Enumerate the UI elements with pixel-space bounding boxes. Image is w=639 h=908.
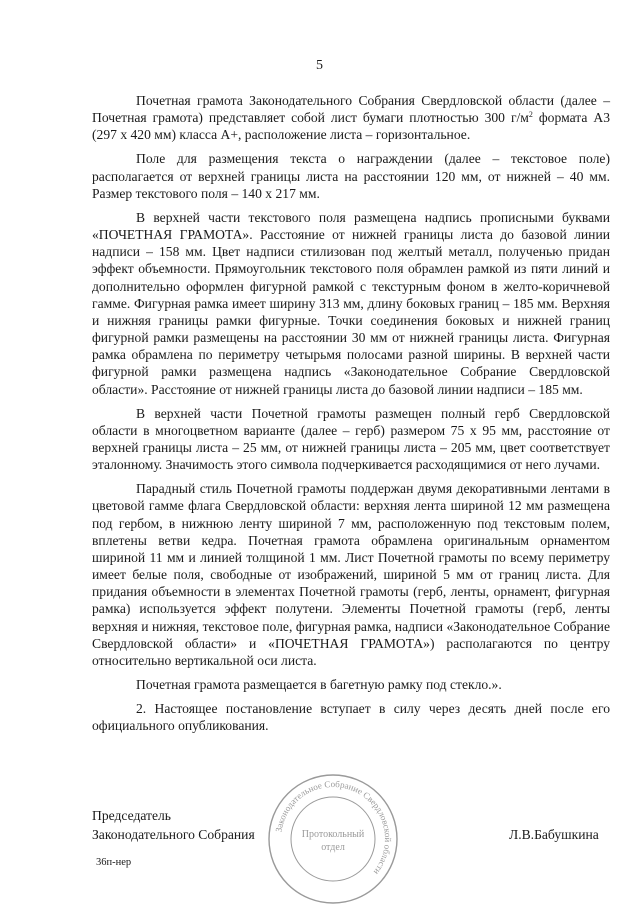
paragraph-text-field: Поле для размещения текста о награждении (далее – текстовое поле) располагается от верхней границы листа на расстоянии 120 мм, от нижней – 40 мм. Размер текстового поля – 140 х 217 мм. <box>92 151 610 201</box>
paragraph-ribbons-ornament: Парадный стиль Почетной грамоты поддержан двумя декоративными лентами в цветовой гамме флага Свердловской области: верхняя лента шириной 12 мм размещена под гербом, в нижнюю ленту шириной 7 мм, расположенную под текстовым полем, вплетены ветви кедра. Почетная грамота обрамлена оригинальным орнаментом шириной 11 мм и линией толщиной 1 мм. Лист Почетной грамоты по всему периметру имеет белые поля, свободные от изображений, шириной 5 мм от границ листа. Для придания объемности в элементах Почетной грамоты (герб, ленты, орнамент, фигурная рамка) используется эффект полутени. Элементы Почетной грамоты (герб, ленты верхняя и нижняя, текстовое поле, фигурная рамка, надписи «Законодательное Собрание Свердловской области» и «ПОЧЕТНАЯ ГРАМОТА») располагаются по центру относительно вертикальной оси листа. <box>92 481 610 668</box>
paragraph-paper-format-text: Почетная грамота Законодательного Собрания Свердловской области (далее – Почетная грамота) представляет собой лист бумаги плотностью 300 г/м <box>92 93 610 126</box>
paragraph-paper-format <box>92 92 610 143</box>
signature-title-line-1: Председатель <box>92 808 171 823</box>
paragraph-coat-of-arms: В верхней части Почетной грамоты размещен полный герб Свердловской области в многоцветном варианте (далее – герб) размером 75 х 95 мм, расстояние от верхней границы листа – 25 мм, от нижней границы листа – 205 мм, цвет соответствует эталонному. Значимость этого символа подчеркивается расходящимися от него лучами. <box>92 405 610 473</box>
signature-title <box>92 806 255 844</box>
signature-name: Л.В.Бабушкина <box>509 827 599 842</box>
signature-title-line-2: Законодательного Собрания <box>92 827 255 842</box>
protocol-department-stamp <box>264 770 402 908</box>
paragraph-baguette-frame: Почетная грамота размещается в багетную рамку под стекло.». <box>136 677 502 692</box>
document-code: 36п-нер <box>96 857 132 868</box>
superscript-two: 2 <box>528 110 533 120</box>
stamp-center-line-2: отдел <box>321 842 345 853</box>
page-number: 5 <box>316 58 323 73</box>
document-body <box>92 92 610 741</box>
stamp-center-line-1: Протокольный <box>301 829 365 840</box>
paragraph-heading-frame: В верхней части текстового поля размещена надпись прописными буквами «ПОЧЕТНАЯ ГРАМОТА». Расстояние от нижней границы листа до базовой линии надписи – 158 мм. Цвет надписи стилизован под желтый металл, полученью придан эффект объемности. Прямоугольник текстового поля обрамлен рамкой из пяти линий и дополнительно оформлен фигурной рамкой с текстурным фоном в желто-коричневой гамме. Фигурная рамка имеет ширину 313 мм, длину боковых границ – 185 мм. Верхняя и нижняя границы рамки фигурные. Точки соединения боковых и нижней границ фигурной рамки размещены на расстоянии 30 мм от нижней границы листа. Фигурная рамка обрамлена по периметру четырьмя полосами разной ширины. В верхней части фигурной рамки размещена надпись «Законодательное Собрание Свердловской области». Расстояние от нижней границы листа до базовой линии надписи – 185 мм. <box>92 209 610 397</box>
paragraph-effective-date: 2. Настоящее постановление вступает в силу через десять дней после его официального опубликования. <box>92 701 610 734</box>
paragraph-paper-format-tail: формата А3 (297 х 420 мм) класса А+, расположение листа – горизонтальное. <box>92 110 610 143</box>
stamp-ring-text: Законодательное Собрание Свердловской области <box>273 778 394 877</box>
